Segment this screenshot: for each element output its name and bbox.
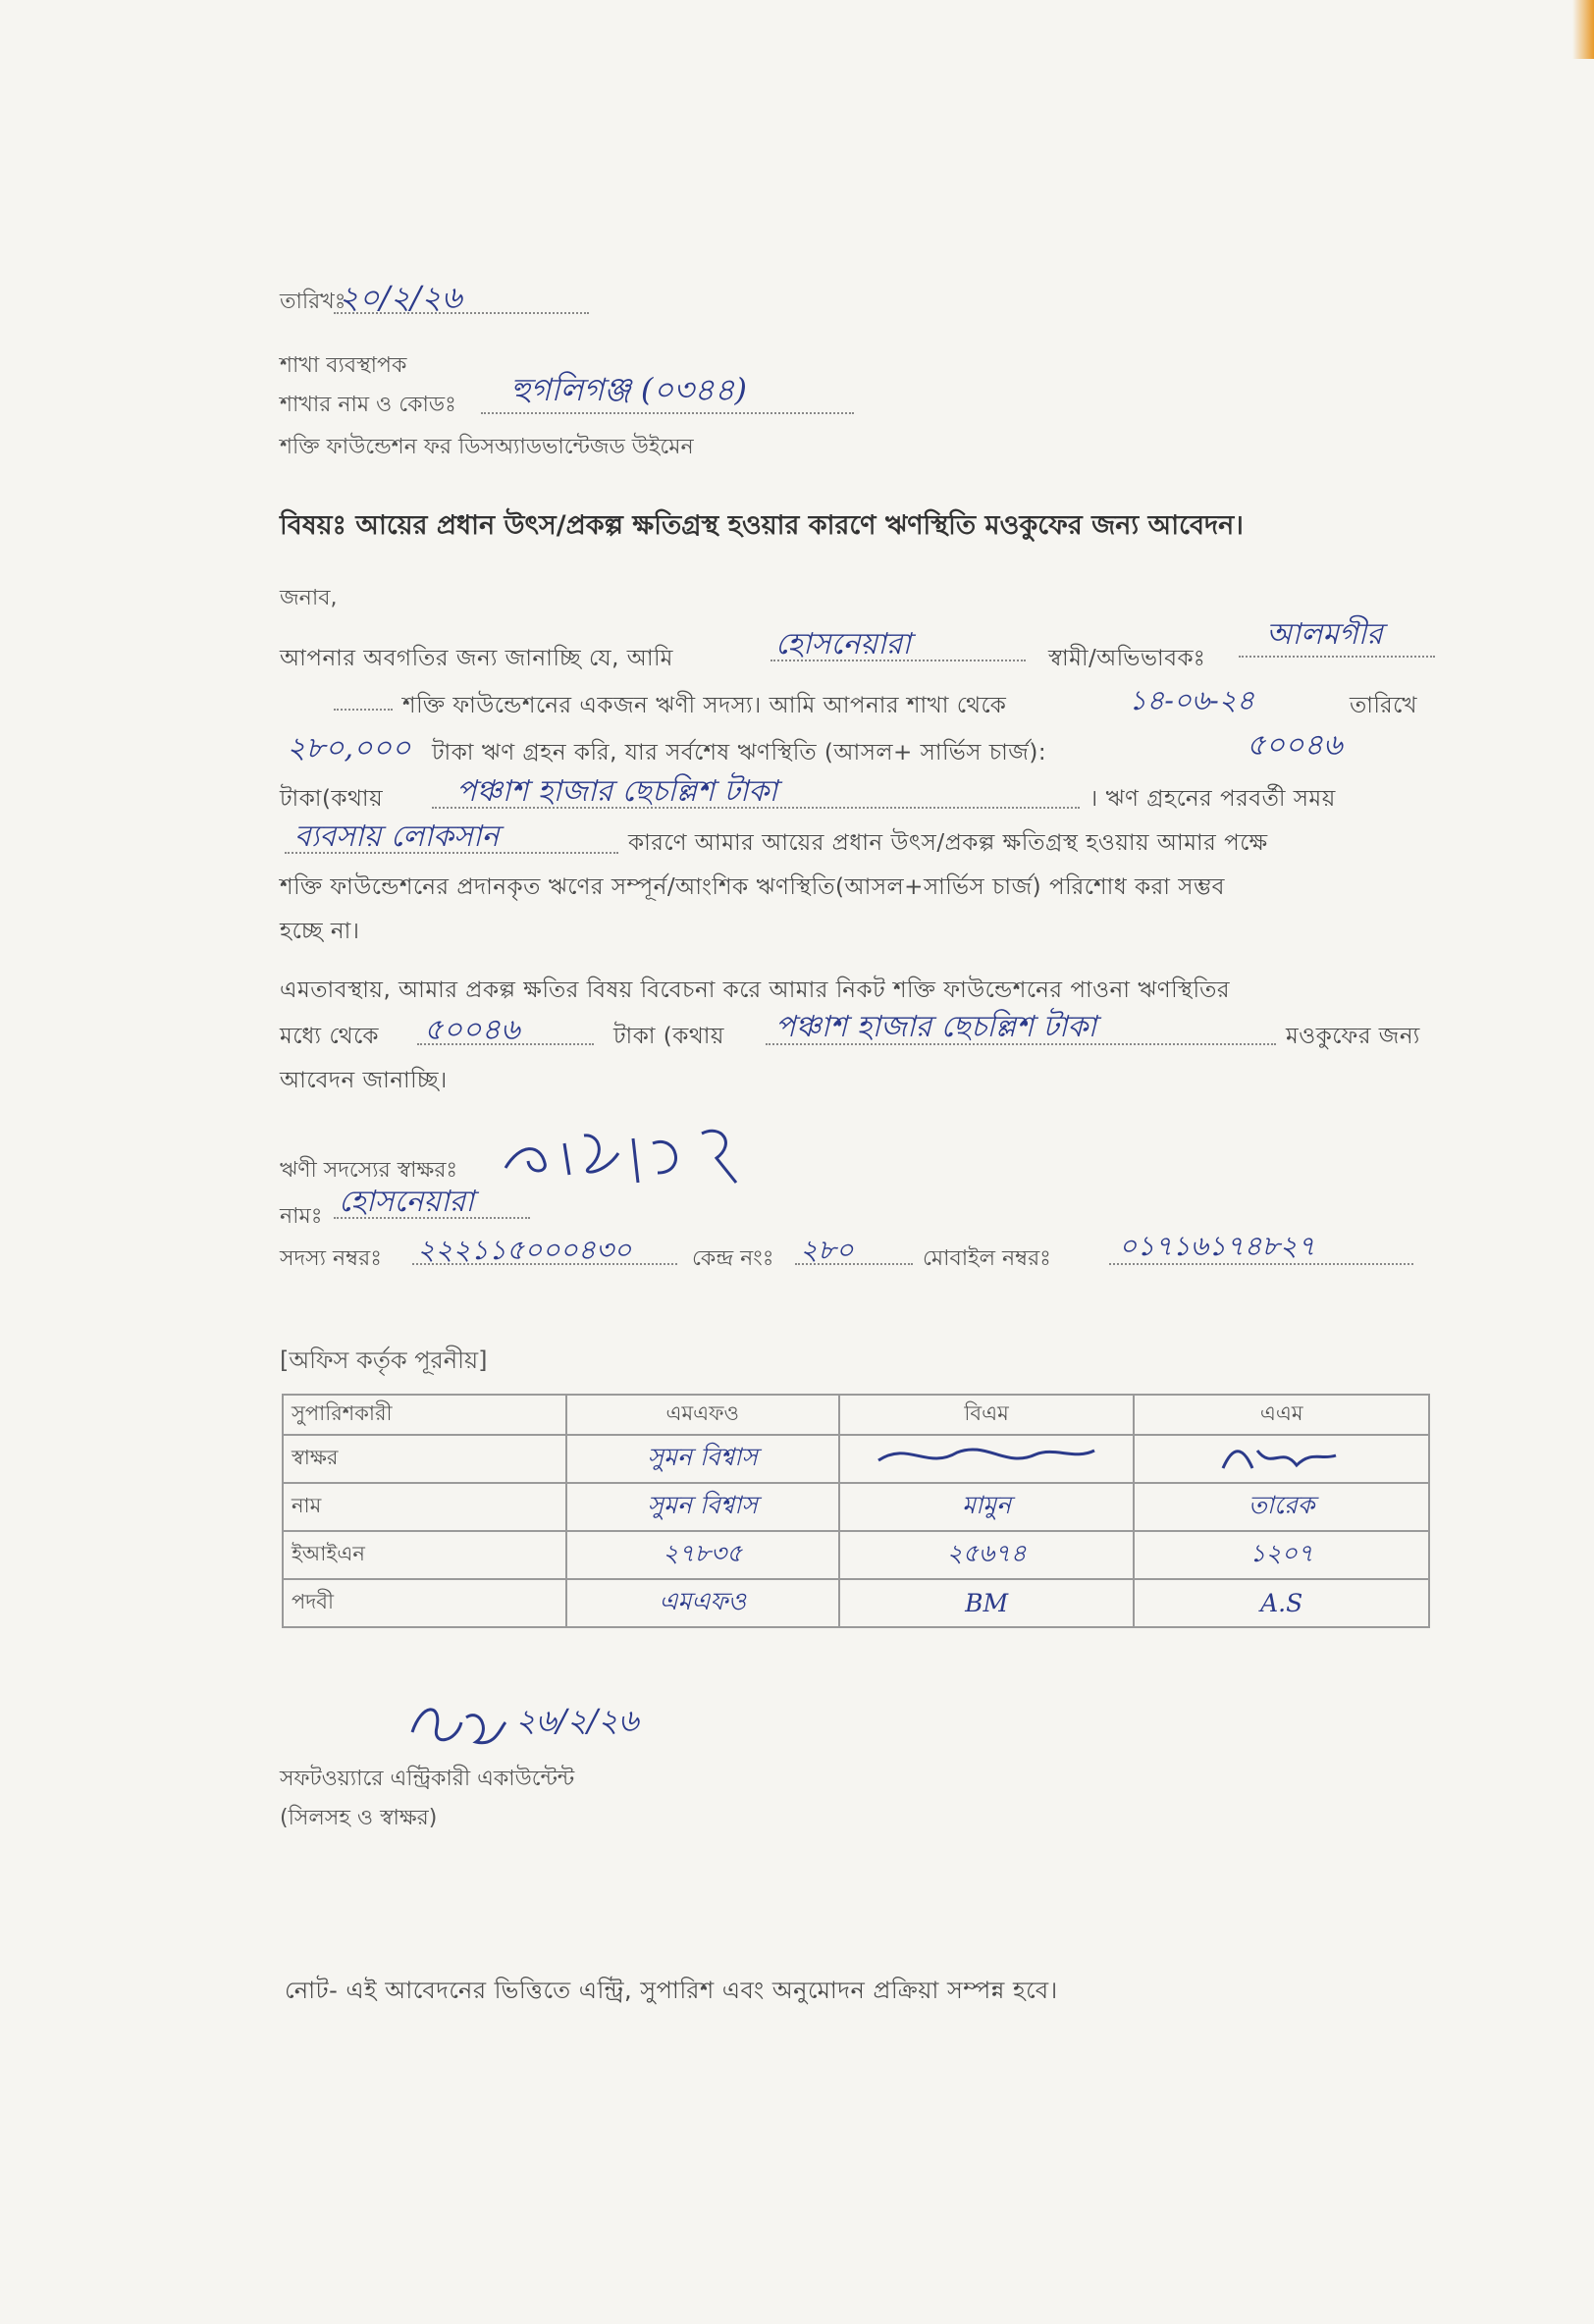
table-header-cell: এমএফও — [566, 1395, 839, 1435]
borrower-name-hw: হোসনেয়ারা — [339, 1185, 474, 1219]
row-label: নাম — [283, 1483, 566, 1531]
member-number-hw: ২২২১১৫০০০৪৩০ — [417, 1234, 632, 1266]
office-heading: [অফিস কর্তৃক পূরনীয়] — [280, 1347, 488, 1374]
para1-text-8: কারণে আমার আয়ের প্রধান উৎস/প্রকল্প ক্ষতিগ্রস্থ হওয়ায় আমার পক্ষে — [628, 830, 1268, 856]
para1-text-2: স্বামী/অভিভাবকঃ — [1048, 646, 1206, 671]
date-value: ২০/২/২৬ — [339, 279, 462, 316]
para1-text-7: । ঋণ গ্রহনের পরবর্তী সময় — [1089, 786, 1336, 812]
borrower-signature — [491, 1114, 824, 1192]
page-edge-shadow — [1572, 0, 1594, 59]
row-label: পদবী — [283, 1579, 566, 1627]
table-cell: সুমন বিশ্বাস — [566, 1435, 839, 1483]
table-cell: এমএফও — [566, 1579, 839, 1627]
branch-label: শাখার নাম ও কোডঃ — [280, 393, 456, 417]
table-header-cell: এএম — [1134, 1395, 1429, 1435]
loan-date-hw: ১৪-০৬-২৪ — [1129, 684, 1255, 716]
loan-amount-hw: ২৮০,০০০ — [287, 731, 411, 766]
row-label: স্বাক্ষর — [283, 1435, 566, 1483]
para2-text-1: এমতাবস্থায়, আমার প্রকল্প ক্ষতির বিষয় বিবেচনা করে আমার নিকট শক্তি ফাউন্ডেশনের পাওনা ঋণস্থিতির — [280, 977, 1230, 1003]
table-row — [283, 1579, 1429, 1627]
member-number-label: সদস্য নম্বরঃ — [280, 1246, 382, 1271]
para1-text-1: আপনার অবগতির জন্য জানাচ্ছি যে, আমি — [280, 646, 673, 671]
balance-hw: ৫০০৪৬ — [1247, 728, 1343, 763]
para1-text-10: হচ্ছে না। — [280, 919, 360, 944]
table-cell: A.S — [1134, 1579, 1429, 1627]
table-cell: তারেক — [1134, 1483, 1429, 1531]
row-label: ইআইএন — [283, 1531, 566, 1579]
table-header-cell: সুপারিশকারী — [283, 1395, 566, 1435]
am-signature — [1164, 1441, 1400, 1472]
organization-name: শক্তি ফাউন্ডেশন ফর ডিসঅ্যাডভান্টেজড উইমেন — [280, 435, 694, 459]
para1-text-5: টাকা ঋণ গ্রহন করি, যার সর্বশেষ ঋণস্থিতি (আসল+ সার্ভিস চার্জ): — [432, 740, 1047, 766]
center-number-label: কেন্দ্র নংঃ — [692, 1246, 774, 1271]
para1-text-4: তারিখে — [1350, 693, 1418, 718]
para2-text-3: টাকা (কথায় — [613, 1024, 724, 1049]
accountant-seal: (সিলসহ ও স্বাক্ষর) — [280, 1806, 438, 1830]
para1-text-9: শক্তি ফাউন্ডেশনের প্রদানকৃত ঋণের সম্পূর্ন/আংশিক ঋণস্থিতি(আসল+সার্ভিস চার্জ) পরিশোধ করা সম্ভব — [280, 874, 1225, 900]
waiver-words-hw: পঞ্চাশ হাজার ছেচল্লিশ টাকা — [775, 1010, 1097, 1044]
subject-line: বিষয়ঃ আয়ের প্রধান উৎস/প্রকল্প ক্ষতিগ্রস্থ হওয়ার কারণে ঋণস্থিতি মওকুফের জন্য আবেদন। — [280, 510, 1244, 541]
table-cell — [1134, 1435, 1429, 1483]
recommendation-table — [282, 1394, 1430, 1628]
mobile-number-label: মোবাইল নম্বরঃ — [923, 1246, 1051, 1271]
table-row — [283, 1531, 1429, 1579]
table-cell: মামুন — [839, 1483, 1135, 1531]
borrower-sign-label: ঋণী সদস্যের স্বাক্ষরঃ — [280, 1158, 458, 1183]
table-cell: ১২০৭ — [1134, 1531, 1429, 1579]
waiver-amount-hw: ৫০০৪৬ — [424, 1013, 520, 1047]
para1-text-6: টাকা(কথায় — [280, 786, 384, 812]
table-cell: ২৭৮৩৫ — [566, 1531, 839, 1579]
date-label: তারিখঃ — [280, 290, 346, 314]
branch-value: হুগলিগঞ্জ (০৩৪৪) — [510, 371, 747, 408]
borrower-name-label: নামঃ — [280, 1204, 323, 1229]
accountant-signature — [402, 1693, 510, 1762]
para2-text-4: মওকুফের জন্য — [1286, 1024, 1420, 1049]
table-cell: BM — [839, 1579, 1135, 1627]
table-row — [283, 1483, 1429, 1531]
table-header-cell: বিএম — [839, 1395, 1135, 1435]
applicant-name-hw: হোসনেয়ারা — [775, 627, 911, 661]
addressee: শাখা ব্যবস্থাপক — [280, 353, 407, 378]
table-cell — [839, 1435, 1135, 1483]
table-row — [283, 1435, 1429, 1483]
salutation: জনাব, — [280, 586, 338, 610]
guardian-name-hw: আলমগীর — [1266, 617, 1383, 652]
accountant-title: সফটওয়্যারে এন্ট্রিকারী একাউন্টেন্ট — [280, 1767, 575, 1791]
table-header-row — [283, 1395, 1429, 1435]
footer-note: নোট- এই আবেদনের ভিত্তিতে এন্ট্রি, সুপারিশ এবং অনুমোদন প্রক্রিয়া সম্পন্ন হবে। — [285, 1977, 1058, 2004]
para2-text-5: আবেদন জানাচ্ছি। — [280, 1068, 448, 1093]
reason-hw: ব্যবসায় লোকসান — [294, 819, 500, 854]
balance-words-hw: পঞ্চাশ হাজার ছেচল্লিশ টাকা — [456, 774, 778, 809]
accountant-date-hw: ২৬/২/২৬ — [515, 1702, 639, 1739]
center-number-hw: ২৮০ — [800, 1234, 854, 1266]
table-cell: সুমন বিশ্বাস — [566, 1483, 839, 1531]
para1-text-3: শক্তি ফাউন্ডেশনের একজন ঋণী সদস্য। আমি আপনার শাখা থেকে — [402, 693, 1007, 718]
table-cell: ২৫৬৭৪ — [839, 1531, 1135, 1579]
mobile-number-hw: ০১৭১৬১৭৪৮২৭ — [1119, 1230, 1316, 1262]
bm-signature — [869, 1441, 1104, 1472]
para2-text-2: মধ্যে থেকে — [280, 1024, 379, 1049]
